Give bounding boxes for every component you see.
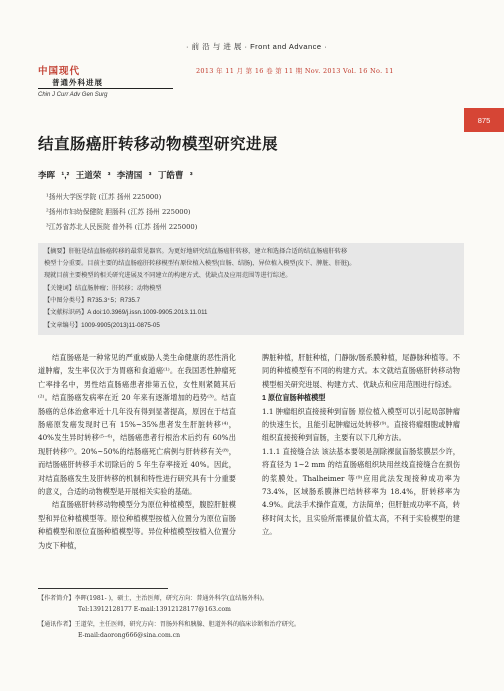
keywords-line: 【关键词】结直肠肿瘤；肝转移；动物模型 bbox=[44, 285, 162, 292]
journal-divider bbox=[38, 88, 173, 89]
article-authors: 李晖 ¹,² 王道荣 ³ 李清国 ³ 丁皓曹 ³ bbox=[38, 170, 193, 180]
doi-line: 【文献标识码】A doi:10.3969/j.issn.1009-9905.2013.11.011 bbox=[44, 309, 208, 316]
affiliation-1: ¹扬州大学医学院 (江苏 扬州 225000) bbox=[46, 193, 162, 201]
affiliation-2: ²扬州市妇幼保健院 胆肠科 (江苏 扬州 225000) bbox=[46, 208, 191, 216]
section-heading: 1 原位盲肠种植模型 bbox=[262, 393, 326, 403]
corresponding-author: 【通讯作者】王道荣，主任医师，研究方向：胃肠外科和胰腺、胆道外科的临床诊断和治疗研究。 bbox=[38, 621, 301, 628]
author-contact: Tel:13912128177 E-mail:13912128177@163.com bbox=[78, 606, 231, 613]
corresponding-email: E-mail:daorong666@sina.com.cn bbox=[78, 632, 181, 639]
body-paragraph: 1.1 肿瘤组织直接接种到盲肠 原位植入模型可以引起局部肿瘤的快速生长，且能引起肿瘤远处转移⁽⁹⁾。直接将瘤细胞或肿瘤组织直接接种到盲肠，主要有以下几种方法。 bbox=[262, 406, 460, 443]
article-title: 结直肠癌肝转移动物模型研究进展 bbox=[38, 136, 279, 153]
section-banner: · 前 沿 与 进 展 · Front and Advance · bbox=[186, 42, 328, 51]
journal-english-name: Chin J Curr Adv Gen Surg bbox=[38, 92, 108, 98]
journal-subtitle: 普通外科进展 bbox=[52, 78, 103, 87]
body-right-column bbox=[262, 351, 460, 539]
abstract-line: 【摘要】肝脏是结直肠癌转移的最常见器官。为更好地研究结直肠癌肝转移，建立和选择合适的结直肠癌肝转移 bbox=[44, 248, 348, 255]
author-bio: 【作者简介】李晖(1981- )，硕士，主治医师，研究方向：普通外科学(直结肠外科)。 bbox=[38, 595, 269, 602]
journal-name: 中国现代 bbox=[38, 66, 81, 77]
body-paragraph: 脾脏种植，肝脏种植，门静脉/肠系膜种植，尾静脉种植等。不同的种植模型有不同的构建方式。本文就结直肠癌肝转移动物模型相关研究进展、构建方式、优缺点和应用范围进行综述。 bbox=[262, 353, 460, 389]
article-number-line: 【文章编号】1009-9905(2013)11-0875-05 bbox=[44, 322, 160, 329]
body-paragraph: 结直肠癌是一种常见的严重威胁人类生命健康的恶性消化道肿瘤，发生率仅次于为胃癌和食道癌⁽¹⁾。在我国恶性肿瘤死亡率排名中，男性结直肠癌患者排第五位，女性则紧随其后⁽²⁾。结直肠癌发病率在近 20 年来有逐渐增加的趋势⁽³⁾。结直肠癌的总体治愈率近十几年没有得到显著提高，原因在于结直肠癌原发癌发现时已有 15%~35%患者发生肝脏转移⁽⁴⁾，40%发生异时转移⁽⁵⁻⁶⁾，结肠癌患者行根治术后约有 60%出现肝转移⁽⁷⁾。20%~50%的结肠癌死亡病例与肝转移有关⁽⁸⁾，而结肠癌肝转移手术切除后的 5 年生存率接近 40%。因此，对结直肠癌发生及肝转移的机制和特性进行研究具有十分重要的意义，合适的动物模型是开展相关实验的基础。 bbox=[38, 353, 236, 497]
classification-line: 【中图分类号】R735.3⁺5；R735.7 bbox=[44, 297, 141, 304]
abstract-line: 现就目前主要模型的相关研究进展及不同建立的构建方式、优缺点及应用范围等进行综述。 bbox=[44, 272, 292, 279]
body-left-column bbox=[38, 351, 236, 552]
footnote-divider bbox=[38, 588, 168, 589]
body-paragraph: 1.1.1 直接缝合法 该法基本要领是剖除裸鼠盲肠浆膜层少许，将直径为 1~2 mm 的结直肠癌组织块用丝线直接缝合在损伤的浆膜处。Thalheimer 等⁽⁹⁾应用此法发现接种成功率为 73.4%，区域肠系膜淋巴结转移率为 18.4%，肝转移率为 4.9%。此法手术操作直观，方法简单；但肝脏成功率不高，转移时间太长，且实验所需裸鼠价值太高，不利于实验模型的建立。 bbox=[262, 446, 460, 537]
issue-info: 2013 年 11 月 第 16 卷 第 11 期 Nov. 2013 Vol. 16 No. 11 bbox=[196, 67, 394, 75]
abstract-line: 模型十分重要。目前主要的结直肠癌肝转移模型有原位植入模型(盲肠、结肠)、异位植入模型(皮下、脾脏、肝脏)。 bbox=[44, 260, 356, 267]
page-number-tab: 875 bbox=[464, 108, 504, 132]
body-paragraph: 结直肠癌肝转移动物模型分为原位种植模型，腹腔肝脏模型和异位种植模型等。原位种植模型按植入位置分为原位盲肠种植模型和原位直肠种植模型等。异位种植模型按植入位置分为皮下种植， bbox=[38, 500, 236, 550]
affiliation-3: ³江苏省苏北人民医院 普外科 (江苏 扬州 225000) bbox=[46, 223, 198, 231]
